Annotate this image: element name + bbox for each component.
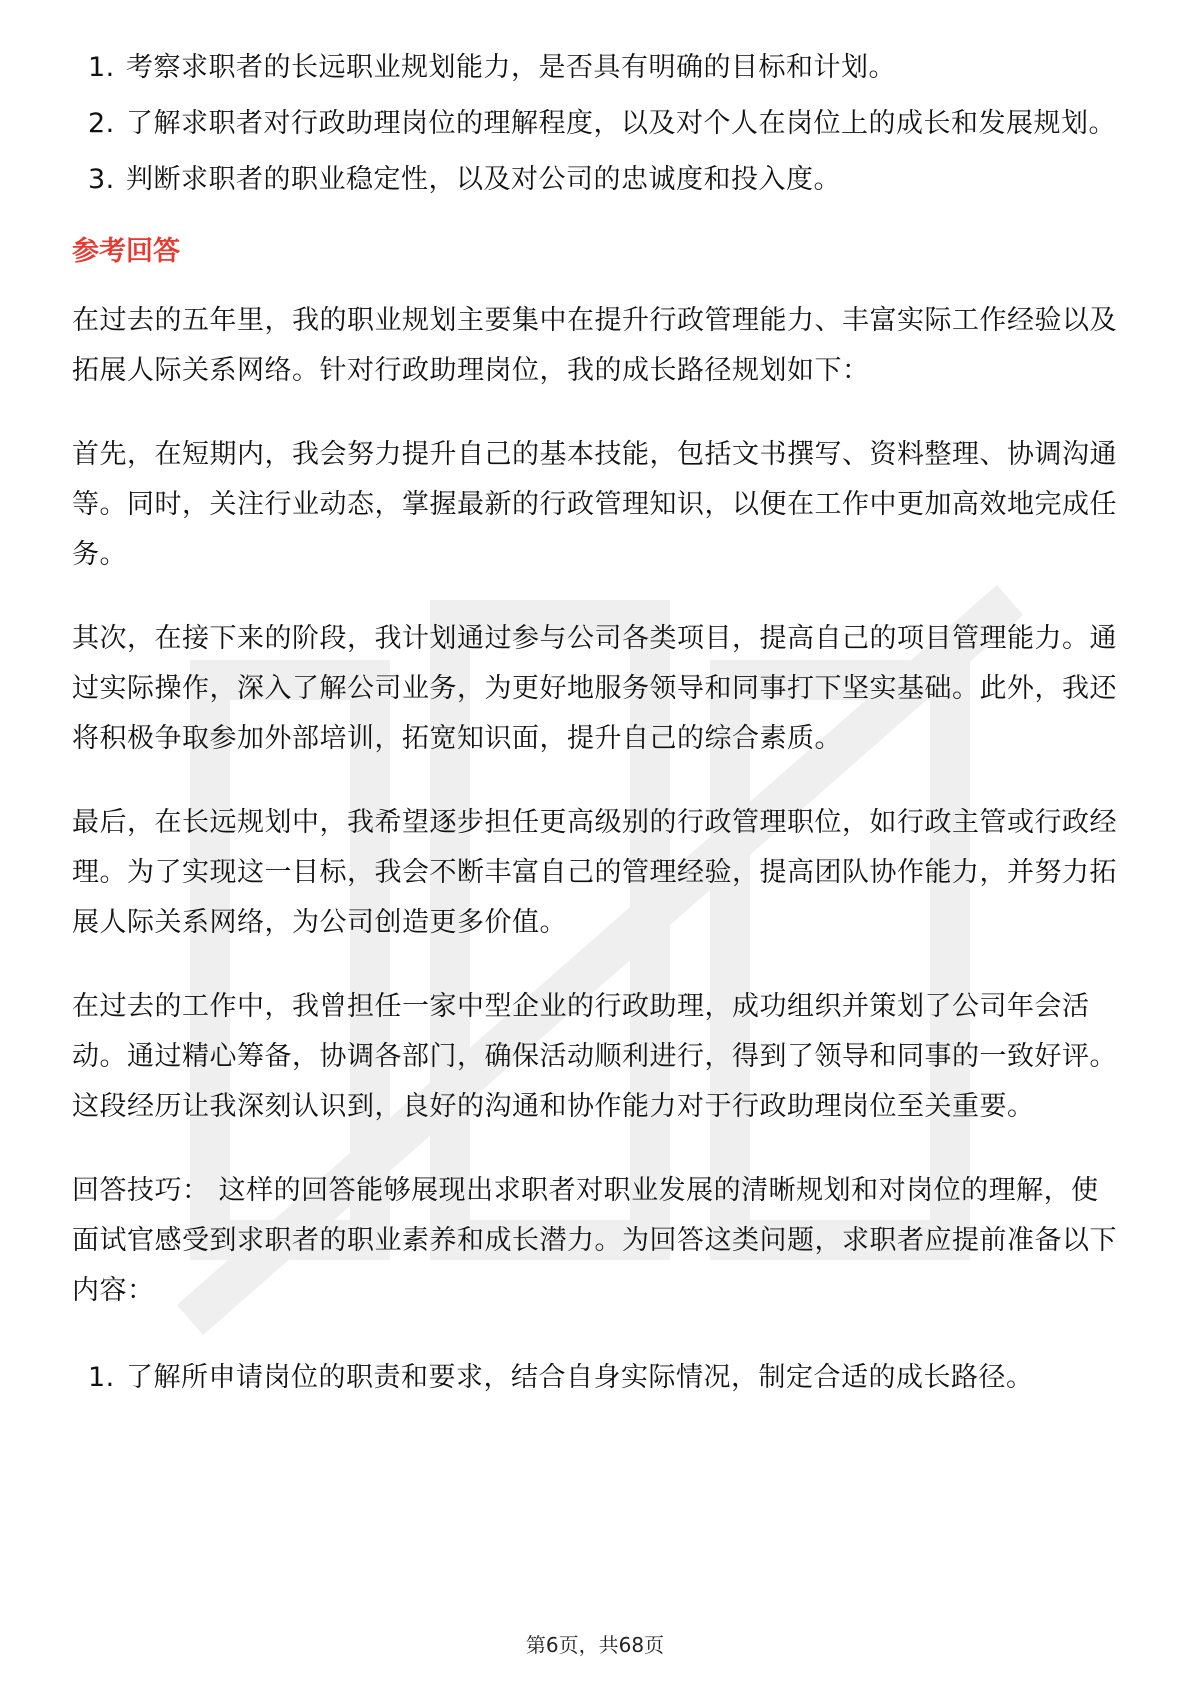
list-item bbox=[72, 96, 1120, 152]
paragraph: 最后，在长远规划中，我希望逐步担任更高级别的行政管理职位，如行政主管或行政经理。为了实现这一目标，我会不断丰富自己的管理经验，提高团队协作能力，并努力拓展人际关系网络，为公司创造更多价值。 bbox=[72, 807, 1117, 938]
list-text: 考察求职者的长远职业规划能力，是否具有明确的目标和计划。 bbox=[126, 52, 896, 83]
answer-tips-paragraph: 回答技巧： 这样的回答能够展现出求职者对职业发展的清晰规划和对岗位的理解，使面试官感受到求职者的职业素养和成长潜力。为回答这类问题，求职者应提前准备以下内容： bbox=[72, 1175, 1117, 1306]
list-text: 判断求职者的职业稳定性，以及对公司的忠诚度和投入度。 bbox=[126, 164, 841, 195]
list-item bbox=[72, 40, 1120, 96]
paragraph: 在过去的工作中，我曾担任一家中型企业的行政助理，成功组织并策划了公司年会活动。通过精心筹备，协调各部门，确保活动顺利进行，得到了领导和同事的一致好评。这段经历让我深刻认识到，良好的沟通和协作能力对于行政助理岗位至关重要。 bbox=[72, 991, 1117, 1122]
paragraph: 在过去的五年里，我的职业规划主要集中在提升行政管理能力、丰富实际工作经验以及拓展人际关系网络。针对行政助理岗位，我的成长路径规划如下： bbox=[72, 305, 1117, 386]
page-footer: 第6页，共68页 bbox=[525, 1633, 665, 1657]
list-item bbox=[72, 152, 1120, 208]
list-number: 3. bbox=[88, 164, 115, 195]
list-text: 了解所申请岗位的职责和要求，结合自身实际情况，制定合适的成长路径。 bbox=[126, 1362, 1034, 1393]
numbered-list-bottom bbox=[72, 1350, 1120, 1406]
list-number: 2. bbox=[88, 108, 115, 139]
document-content bbox=[72, 40, 1120, 1406]
numbered-list-top bbox=[72, 40, 1120, 208]
paragraph: 首先，在短期内，我会努力提升自己的基本技能，包括文书撰写、资料整理、协调沟通等。同时，关注行业动态，掌握最新的行政管理知识，以便在工作中更加高效地完成任务。 bbox=[72, 439, 1117, 570]
list-text: 了解求职者对行政助理岗位的理解程度，以及对个人在岗位上的成长和发展规划。 bbox=[126, 108, 1116, 139]
list-item bbox=[72, 1350, 1120, 1406]
list-number: 1. bbox=[88, 52, 115, 83]
paragraph: 其次，在接下来的阶段，我计划通过参与公司各类项目，提高自己的项目管理能力。通过实际操作，深入了解公司业务，为更好地服务领导和同事打下坚实基础。此外，我还将积极争取参加外部培训，拓宽知识面，提升自己的综合素质。 bbox=[72, 623, 1117, 754]
section-title: 参考回答 bbox=[72, 236, 180, 267]
list-number: 1. bbox=[88, 1362, 115, 1393]
